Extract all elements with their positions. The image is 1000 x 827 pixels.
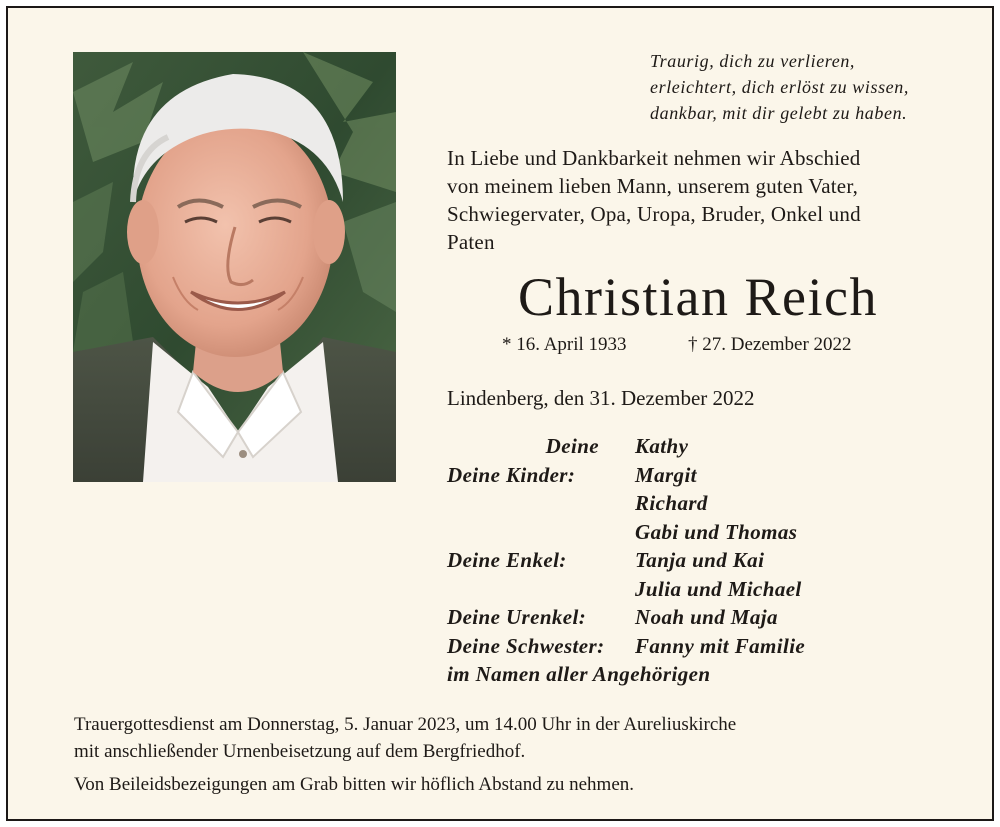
condolence-note: Von Beileidsbezeigungen am Grab bitten wir höflich Abstand zu nehmen. [74,774,635,795]
place-and-date: Lindenberg, den 31. Dezember 2022 [447,386,755,410]
family-closing-row [447,660,967,689]
motto-verse [650,48,970,126]
intro-text [447,144,957,256]
family-row [447,461,967,490]
family-row [447,489,967,518]
intro-line: Schwiegervater, Opa, Uropa, Bruder, Onkel und [447,202,861,226]
family-row [447,432,967,461]
motto-line: Traurig, dich zu verlieren, [650,51,856,71]
motto-line: erleichtert, dich erlöst zu wissen, [650,77,909,97]
family-row [447,603,967,632]
family-names: Gabi und Thomas [635,519,798,544]
obituary-card [6,6,994,821]
portrait-photo [73,52,396,482]
service-line: Trauergottesdienst am Donnerstag, 5. Januar 2023, um 14.00 Uhr in der Aureliuskirche [74,714,737,735]
family-label: Deine Schwester: [447,633,605,658]
family-names: Margit [635,462,697,487]
intro-line: Paten [447,230,495,254]
family-row [447,518,967,547]
family-names: Kathy [635,434,689,458]
family-label: Deine Urenkel: [447,605,587,629]
family-names: Tanja und Kai [635,548,765,572]
deceased-name: Christian Reich [518,267,878,327]
intro-line: In Liebe und Dankbarkeit nehmen wir Abschied [447,146,861,170]
death-date: † 27. Dezember 2022 [688,334,852,355]
family-row [447,546,967,575]
family-label: Deine [545,434,599,458]
birth-date: * 16. April 1933 [502,334,627,355]
family-names: Richard [635,491,708,515]
service-line: mit anschließender Urnenbeisetzung auf dem Bergfriedhof. [74,741,526,762]
family-row [447,575,967,604]
family-closing: im Namen aller Angehörigen [447,662,711,686]
family-names: Julia und Michael [635,576,802,601]
family-label: Deine Kinder: [447,462,576,487]
family-label: Deine Enkel: [447,548,567,572]
intro-line: von meinem lieben Mann, unserem guten Vater, [447,174,859,198]
motto-line: dankbar, mit dir gelebt zu haben. [650,103,908,123]
service-info [74,711,974,798]
family-names: Noah und Maja [635,605,778,629]
family-names: Fanny mit Familie [635,633,806,658]
family-row [447,632,967,661]
family-list [447,432,967,689]
